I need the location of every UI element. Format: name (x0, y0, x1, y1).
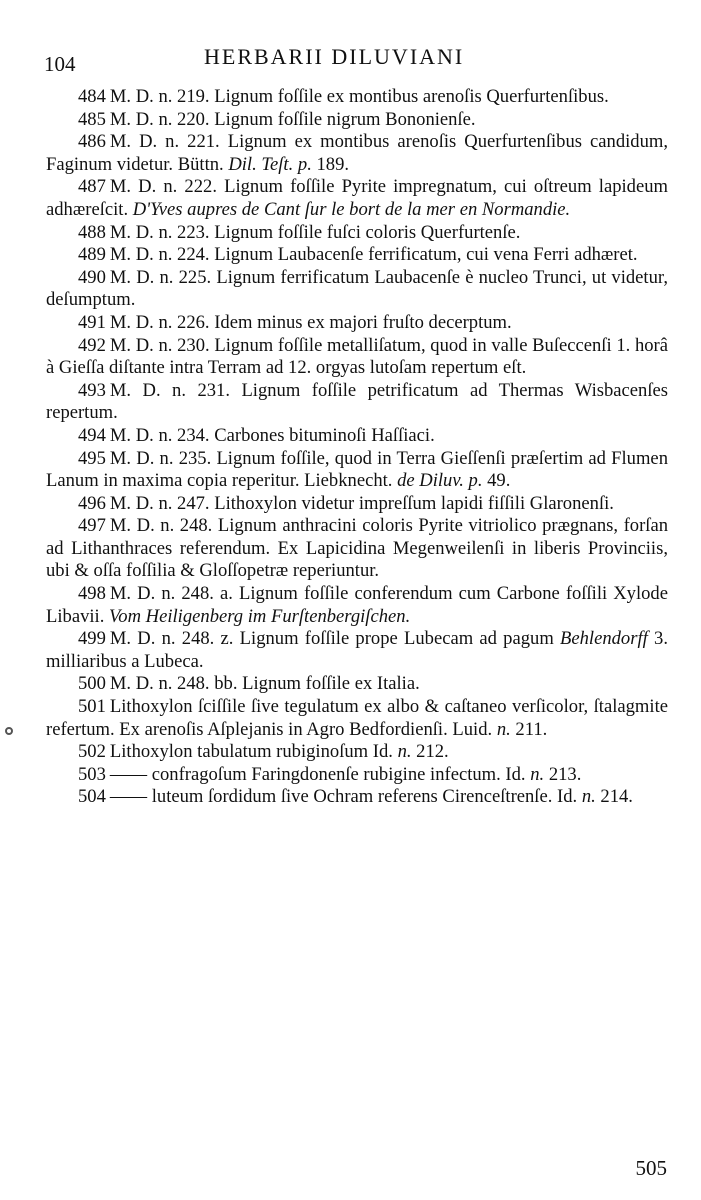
catalog-entry (46, 673, 668, 696)
catalog-entry (46, 176, 668, 221)
catalog-entry (46, 244, 668, 267)
entry-text: 189. (311, 153, 350, 175)
entry-text: 214. (595, 786, 633, 808)
entry-text: —— confragoſum Faringdonenſe rubigine infectum. Id. (109, 763, 531, 785)
entry-number: 498 (78, 583, 106, 605)
entry-text: M. D. n. 231. Lignum foſſile petrificatum ad Thermas Wisbacenſes repertum. (46, 379, 668, 424)
entry-text: M. D. n. 248. z. Lignum foſſile prope Lubecam ad pagum (109, 628, 561, 650)
catalog-entry (46, 425, 668, 448)
entry-text: M. D. n. 247. Lithoxylon videtur impreſſum lapidi fiſſili Glaronenſi. (109, 492, 614, 514)
catalog-entry (46, 267, 668, 312)
entry-italic-text: Vom Heiligenberg im Furſtenbergiſchen. (109, 605, 411, 627)
entry-text: M. D. n. 248. Lignum anthracini coloris Pyrite vitriolico prægnans, forſan ad Lithanthraces referendum. Ex Lapicidina Megenweilenſi in liberis Provinciis, ubi & oſſa foſſilia & Gloſſopetræ reperiuntur. (46, 515, 668, 582)
entry-italic-text: n. (496, 718, 511, 740)
catalog-entry (46, 493, 668, 516)
entry-italic-text: n. (397, 741, 412, 763)
entry-text: M. D. n. 248. bb. Lignum foſſile ex Italia. (109, 673, 420, 695)
entry-text: M. D. n. 221. Lignum ex montibus arenoſis Querfurtenſibus candidum, Faginum videtur. Büttn. (46, 131, 668, 175)
catalog-entry (46, 786, 668, 809)
entry-text: M. D. n. 222. Lignum foſſile Pyrite impregnatum, cui oſtreum lapideum adhæreſcit. (46, 176, 668, 220)
catalog-entry (46, 312, 668, 335)
entry-number: 503 (78, 763, 106, 785)
entry-number: 489 (78, 244, 106, 266)
entry-number: 496 (78, 492, 106, 514)
paper-speck (5, 727, 13, 735)
catalog-entry (46, 222, 668, 245)
entry-text: Lithoxylon ſciſſile ſive tegulatum ex albo & caſtaneo verſicolor, ſtalagmite refertum. Ex arenoſis Aſplejanis in Agro Bedfordienſi. Luid. (46, 696, 668, 740)
entry-text: M. D. n. 248. a. Lignum foſſile conferendum cum Carbone foſſili Xylode Libavii. (46, 583, 668, 627)
entry-number: 493 (78, 379, 106, 401)
entry-list (46, 86, 668, 809)
catalog-entry (46, 764, 668, 787)
page-header (44, 44, 664, 84)
entry-number: 486 (78, 131, 106, 153)
entry-number: 500 (78, 673, 106, 695)
entry-number: 490 (78, 266, 106, 288)
entry-italic-text: Behlendorff (560, 628, 648, 650)
catalog-entry (46, 515, 668, 583)
entry-number: 484 (78, 86, 106, 107)
entry-text: 49. (482, 470, 511, 492)
entry-text: M. D. n. 225. Lignum ferrificatum Laubacenſe è nucleo Trunci, ut videtur, deſumptum. (46, 266, 668, 311)
entry-text: M. D. n. 220. Lignum foſſile nigrum Bononienſe. (109, 108, 476, 130)
entry-number: 494 (78, 424, 106, 446)
entry-number: 495 (78, 447, 106, 469)
catalog-entry (46, 86, 668, 109)
entry-text: M. D. n. 226. Idem minus ex majori fruſto decerptum. (109, 311, 512, 333)
entry-number: 485 (78, 108, 106, 130)
entry-italic-text: Dil. Teſt. p. (228, 153, 312, 175)
entry-number: 502 (78, 741, 106, 763)
entry-number: 488 (78, 221, 106, 243)
entry-text: M. D. n. 223. Lignum foſſile fuſci coloris Querfurtenſe. (109, 221, 521, 243)
catalog-entry (46, 131, 668, 176)
page-number: 104 (44, 52, 76, 76)
entry-text: M. D. n. 235. Lignum foſſile, quod in Terra Gieſſenſi præſertim ad Flumen Lanum in maxima copia reperitur. Liebknecht. (46, 447, 668, 492)
entry-number: 504 (78, 786, 106, 808)
entry-number: 487 (78, 176, 106, 198)
running-title: HERBARII DILUVIANI (204, 44, 465, 69)
catalog-entry (46, 448, 668, 493)
catalog-entry (46, 380, 668, 425)
catalog-entry (46, 741, 668, 764)
entry-text: 3. milliaribus a Lubeca. (46, 628, 668, 672)
entry-number: 499 (78, 628, 106, 650)
entry-italic-text: de Diluv. p. (397, 470, 483, 492)
entry-text: 211. (510, 718, 548, 740)
entry-text: M. D. n. 224. Lignum Laubacenſe ferrificatum, cui vena Ferri adhæret. (109, 244, 638, 266)
entry-number: 501 (78, 696, 106, 718)
entry-text: M. D. n. 234. Carbones bituminoſi Haſſiaci. (109, 424, 435, 446)
entry-italic-text: n. (581, 786, 596, 808)
entry-text: —— luteum ſordidum ſive Ochram referens Cirenceſtrenſe. Id. (109, 786, 582, 808)
catalog-entry (46, 335, 668, 380)
catalog-entry (46, 109, 668, 132)
entry-text: M. D. n. 219. Lignum foſſile ex montibus arenoſis Querfurtenſibus. (109, 86, 609, 107)
entry-number: 491 (78, 311, 106, 333)
catchword: 505 (635, 1156, 667, 1180)
catalog-entry (46, 583, 668, 628)
entry-number: 497 (78, 515, 106, 537)
catalog-entry (46, 696, 668, 741)
entry-italic-text: n. (530, 763, 545, 785)
entry-text: 213. (544, 763, 582, 785)
entry-text: 212. (411, 741, 449, 763)
entry-number: 492 (78, 334, 106, 356)
entry-italic-text: D'Yves aupres de Cant ſur le bort de la mer en Normandie. (132, 198, 571, 220)
entry-text: Lithoxylon tabulatum rubiginoſum Id. (109, 741, 398, 763)
catalog-entry (46, 628, 668, 673)
entry-text: M. D. n. 230. Lignum foſſile metalliſatum, quod in valle Buſeccenſi 1. horâ à Gieſſa diſtante intra Terram ad 12. orgyas lutoſam repertum eſt. (46, 334, 668, 379)
